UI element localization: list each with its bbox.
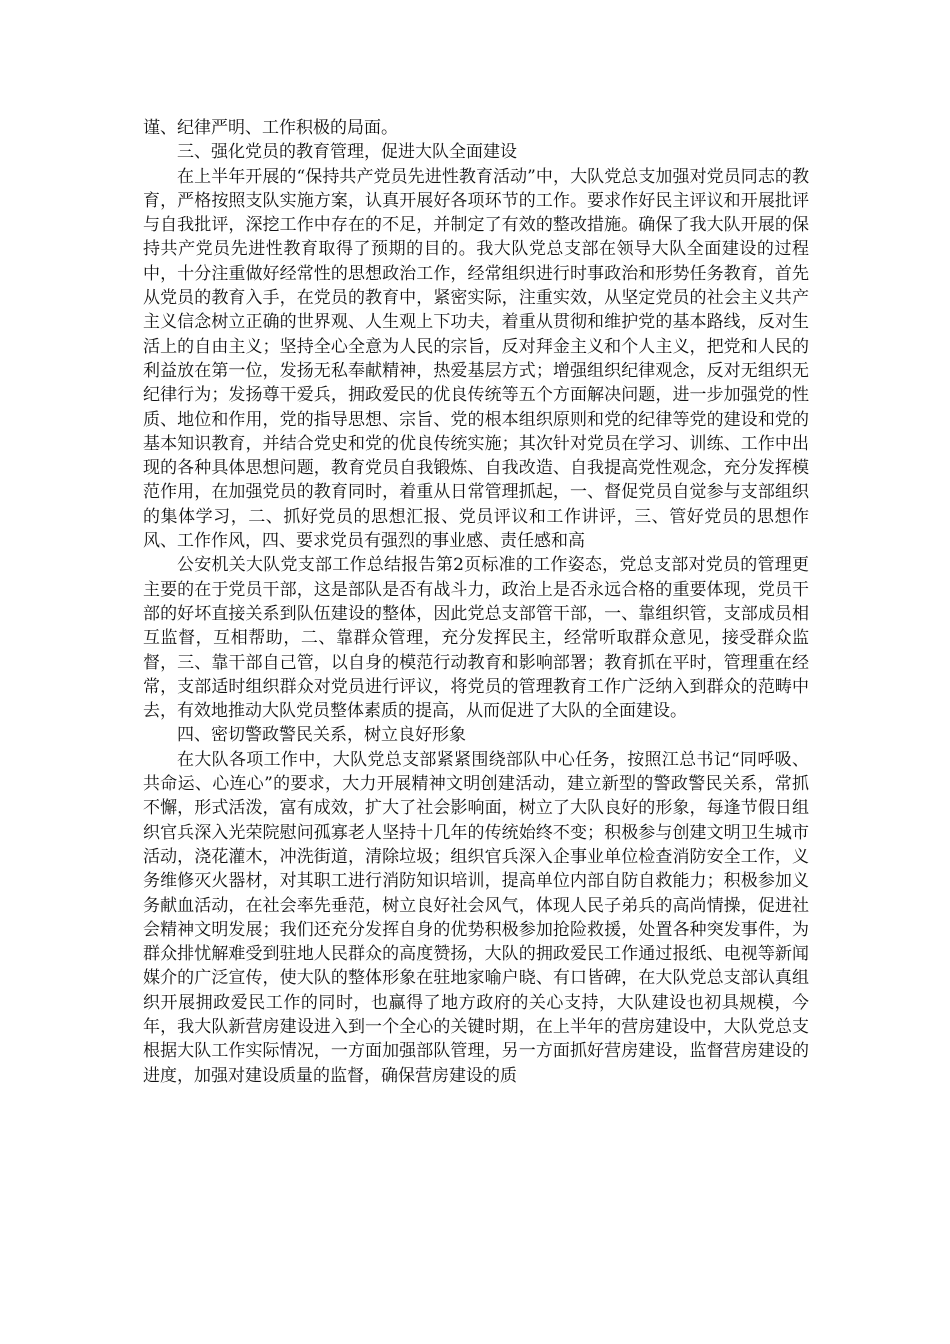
paragraph-police-civilian-relations: 在大队各项工作中，大队党总支部紧紧围绕部队中心任务，按照江总书记“同呼吸、共命运、心连心”的要求，大力开展精神文明创建活动，建立新型的警政警民关系，常抓不懈，形式活泼，富有成效，扩大了社会影响面，树立了大队良好的形象，每逢节假日组织官兵深入光荣院慰问孤寡老人坚持十几年的传统始终不变；积极参与创建文明卫生城市活动，浇花灌木，冲洗街道，清除垃圾；组织官兵深入企事业单位检查消防安全工作，义务维修灭火器材，对其职工进行消防知识培训，提高单位内部自防自救能力；积极参加义务献血活动，在社会率先垂范，树立良好社会风气，体现人民子弟兵的高尚情操，促进社会精神文明发展；我们还充分发挥自身的优势积极参加抢险救援，处置各种突发事件，为群众排忧解难受到驻地人民群众的高度赞扬，大队的拥政爱民工作通过报纸、电视等新闻媒介的广泛宣传，使大队的整体形象在驻地家喻户晓、有口皆碑，在大队党总支部认真组织开展拥政爱民工作的同时，也赢得了地方政府的关心支持，大队建设也初具规模，今年，我大队新营房建设进入到一个全心的关键时期，在上半年的营房建设中，大队党总支根据大队工作实际情况，一方面加强部队管理，另一方面抓好营房建设，监督营房建设的进度，加强对建设质量的监督，确保营房建设的质 — [143, 749, 809, 1086]
section-heading-3: 三、强化党员的教育管理，促进大队全面建设 — [177, 142, 517, 163]
paragraph-party-education: 在上半年开展的“保持共产党员先进性教育活动”中，大队党总支加强对党员同志的教育，严格按照支队实施方案，认真开展好各项环节的工作。要求作好民主评议和开展批评与自我批评，深挖工作中存在的不足，并制定了有效的整改措施。确保了我大队开展的保持共产党员先进性教育取得了预期的目的。我大队党总支部在领导大队全面建设的过程中，十分注重做好经常性的思想政治工作，经常组织进行时事政治和形势任务教育，首先从党员的教育入手，在党员的教育中，紧密实际，注重实效，从坚定党员的社会主义共产主义信念树立正确的世界观、人生观上下功夫，着重从贯彻和维护党的基本路线，反对生活上的自由主义；坚持全心全意为人民的宗旨，反对拜金主义和个人主义，把党和人民的利益放在第一位，发扬无私奉献精神，热爱基层方式；增强组织纪律观念，反对无组织无纪律行为；发扬尊干爱兵，拥政爱民的优良传统等五个方面解决问题，进一步加强党的性质、地位和作用，党的指导思想、宗旨、党的根本组织原则和党的纪律等党的建设和党的基本知识教育，并结合党史和党的优良传统实施；其次针对党员在学习、训练、工作中出现的各种具体思想问题，教育党员自我锻炼、自我改造、自我提高党性观念，充分发挥模范作用，在加强党员的教育同时，着重从日常管理抓起，一、督促党员自觉参与支部组织的集体学习，二、抓好党员的思想汇报、党员评议和工作讲评，三、管好党员的思想作风、工作作风，四、要求党员有强烈的事业感、责任感和高 — [143, 166, 809, 552]
paragraph-cadre-management: 公安机关大队党支部工作总结报告第2页标准的工作姿态，党总支部对党员的管理更主要的在于党员干部，这是部队是否有战斗力，政治上是否永远合格的重要体现，党员干部的好坏直接关系到队伍建设的整体，因此党总支部管干部，一、靠组织管，支部成员相互监督，互相帮助，二、靠群众管理，充分发挥民主，经常听取群众意见，接受群众监督，三、靠干部自己管，以自身的模范行动教育和影响部署；教育抓在平时，管理重在经常，支部适时组织群众对党员进行评议，将党员的管理教育工作广泛纳入到群众的范畴中去，有效地推动大队党员整体素质的提高，从而促进了大队的全面建设。 — [143, 555, 809, 722]
paragraph-continuation: 谨、纪律严明、工作积极的局面。 — [143, 118, 398, 138]
section-heading-4: 四、密切警政警民关系，树立良好形象 — [177, 725, 466, 746]
document-body — [143, 116, 809, 1088]
